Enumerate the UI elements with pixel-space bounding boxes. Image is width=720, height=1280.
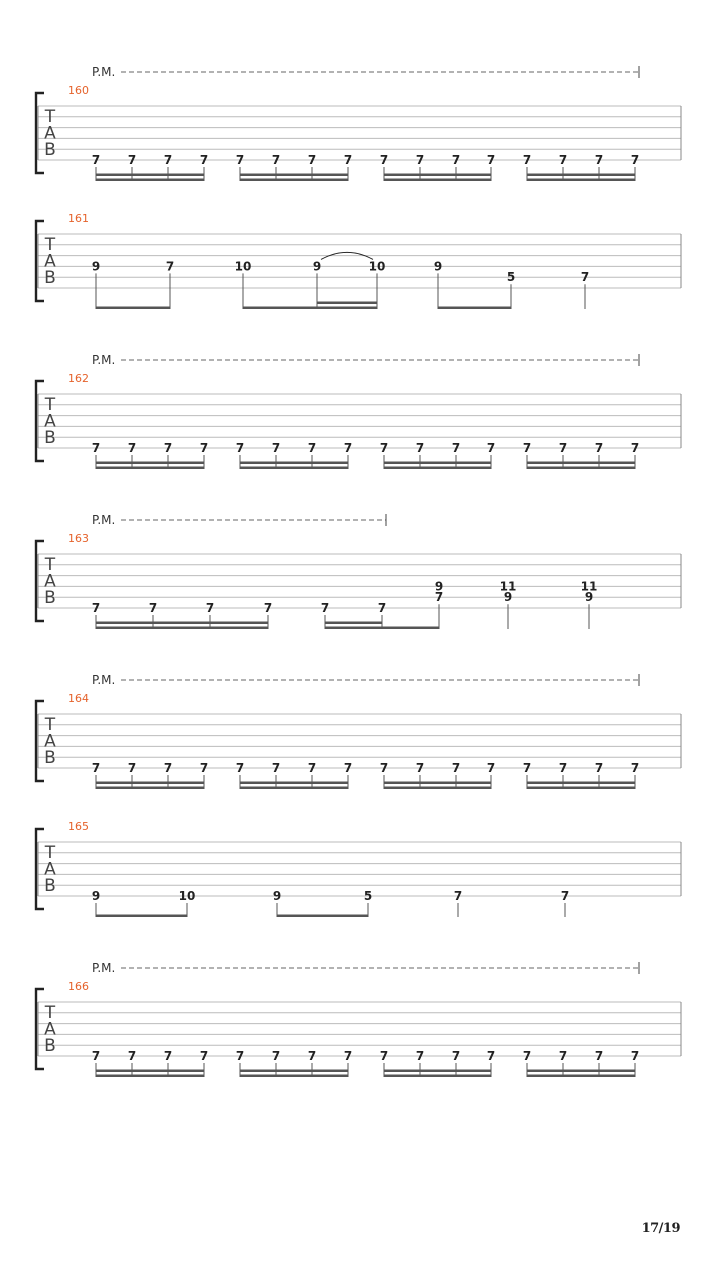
tab-note: 7	[415, 1049, 425, 1063]
tab-note: 7	[307, 761, 317, 775]
tab-note: 7	[235, 153, 245, 167]
beam	[96, 307, 170, 310]
tab-note: 7	[271, 153, 281, 167]
tab-clef-letter-b: B	[44, 588, 56, 608]
tab-system-161	[36, 212, 681, 309]
beam	[240, 1070, 348, 1073]
tab-note: 7	[205, 601, 215, 615]
tab-clef-letter-a: A	[44, 411, 56, 432]
tab-note: 7	[594, 441, 604, 455]
tab-clef-letter-t: T	[44, 107, 56, 127]
tab-clef-letter-b: B	[44, 1036, 56, 1056]
tab-note: 7	[379, 761, 389, 775]
tab-note: 7	[271, 761, 281, 775]
tab-note: 7	[235, 441, 245, 455]
tab-note: 9	[434, 579, 444, 594]
tab-note: 7	[415, 441, 425, 455]
beam	[527, 782, 635, 785]
tab-note: 7	[343, 441, 353, 455]
tab-note: 9	[91, 259, 101, 274]
system-bracket	[36, 541, 44, 621]
tab-note: 9	[433, 259, 443, 274]
beam	[96, 1070, 204, 1073]
beam	[96, 622, 268, 625]
tab-note: 7	[91, 761, 101, 775]
page-number: 17/19	[641, 1221, 680, 1236]
tab-note: 10	[234, 259, 252, 274]
beam	[384, 1070, 491, 1073]
beam	[96, 179, 204, 182]
tab-note: 7	[199, 441, 209, 455]
system-bracket	[36, 93, 44, 173]
tab-note: 7	[434, 590, 444, 605]
tab-clef-letter-b: B	[44, 748, 56, 768]
tab-note: 7	[199, 1049, 209, 1063]
tab-clef-letter-a: A	[44, 571, 56, 592]
tab-note: 7	[235, 761, 245, 775]
tab-note: 7	[558, 441, 568, 455]
tab-note: 7	[558, 761, 568, 775]
system-bracket	[36, 221, 44, 301]
tab-clef-letter-b: B	[44, 876, 56, 896]
beam	[96, 174, 204, 177]
tab-note: 7	[560, 889, 570, 903]
beam	[96, 782, 204, 785]
tab-system-166	[36, 961, 681, 1077]
tab-clef-letter-a: A	[44, 731, 56, 752]
tab-note: 7	[343, 761, 353, 775]
tab-note: 7	[594, 1049, 604, 1063]
tab-note: 7	[91, 601, 101, 615]
tab-clef-letter-t: T	[44, 235, 56, 255]
tab-note: 7	[199, 761, 209, 775]
tab-clef-letter-a: A	[44, 251, 56, 272]
beam	[240, 179, 348, 182]
beam	[384, 1075, 491, 1078]
measure-number: 162	[68, 372, 89, 385]
beam	[527, 787, 635, 790]
beam	[384, 467, 491, 470]
tab-note: 7	[451, 1049, 461, 1063]
beam	[96, 915, 187, 918]
tab-note: 7	[163, 153, 173, 167]
tab-note: 7	[594, 153, 604, 167]
tab-note: 7	[91, 153, 101, 167]
tab-note: 7	[558, 1049, 568, 1063]
tab-clef-letter-b: B	[44, 140, 56, 160]
tab-note: 7	[91, 441, 101, 455]
tab-note: 7	[343, 153, 353, 167]
beam	[527, 1070, 635, 1073]
tab-note: 7	[486, 1049, 496, 1063]
tab-system-160	[36, 65, 681, 181]
system-bracket	[36, 989, 44, 1069]
tab-note: 7	[630, 761, 640, 775]
beam	[96, 627, 268, 630]
tab-note: 7	[451, 441, 461, 455]
tab-note: 10	[178, 889, 196, 903]
beam	[384, 174, 491, 177]
beam	[243, 307, 377, 310]
tab-system-163	[36, 513, 681, 629]
tab-note: 7	[148, 601, 158, 615]
tab-system-165	[36, 820, 681, 917]
tab-note: 7	[307, 153, 317, 167]
tab-note: 7	[235, 1049, 245, 1063]
tab-clef-letter-t: T	[44, 715, 56, 735]
palm-mute-label: P.M.	[92, 65, 116, 79]
system-bracket	[36, 701, 44, 781]
system-bracket	[36, 829, 44, 909]
beam	[325, 627, 439, 630]
beam	[384, 462, 491, 465]
tab-note: 7	[307, 1049, 317, 1063]
measure-number: 165	[68, 820, 89, 833]
tab-clef-letter-b: B	[44, 428, 56, 448]
measure-number: 164	[68, 692, 89, 705]
tab-note: 7	[343, 1049, 353, 1063]
tab-note: 7	[91, 1049, 101, 1063]
tab-note: 7	[415, 153, 425, 167]
tab-note: 7	[486, 761, 496, 775]
tab-system-162	[36, 353, 681, 469]
tab-note: 7	[377, 601, 387, 615]
tab-note: 7	[271, 1049, 281, 1063]
tab-note: 7	[594, 761, 604, 775]
tab-note: 7	[379, 441, 389, 455]
beam	[240, 787, 348, 790]
palm-mute-label: P.M.	[92, 353, 116, 367]
tab-note: 10	[368, 259, 386, 274]
palm-mute-label: P.M.	[92, 673, 116, 687]
measure-number: 163	[68, 532, 89, 545]
tab-note: 7	[558, 153, 568, 167]
tab-note: 7	[453, 889, 463, 903]
tab-note: 7	[630, 441, 640, 455]
tab-note: 11	[580, 579, 598, 594]
beam	[96, 787, 204, 790]
tab-clef-letter-a: A	[44, 859, 56, 880]
tab-note: 7	[163, 1049, 173, 1063]
beam	[384, 787, 491, 790]
beam	[240, 174, 348, 177]
tab-note: 7	[163, 441, 173, 455]
beam	[325, 622, 382, 625]
tab-note: 7	[199, 153, 209, 167]
beam	[96, 467, 204, 470]
beam	[527, 179, 635, 182]
beam	[438, 307, 511, 310]
tab-note: 7	[451, 761, 461, 775]
tab-note: 7	[486, 153, 496, 167]
tab-note: 7	[580, 270, 590, 285]
tab-note: 11	[499, 579, 517, 594]
tab-note: 7	[263, 601, 273, 615]
tab-note: 7	[320, 601, 330, 615]
measure-number: 166	[68, 980, 89, 993]
beam	[96, 1075, 204, 1078]
measure-number: 160	[68, 84, 89, 97]
tab-note: 7	[379, 153, 389, 167]
tab-clef-letter-t: T	[44, 555, 56, 575]
tab-clef-letter-a: A	[44, 1019, 56, 1040]
beam	[240, 1075, 348, 1078]
palm-mute-label: P.M.	[92, 961, 116, 975]
tab-note: 7	[307, 441, 317, 455]
tab-note: 7	[522, 1049, 532, 1063]
tab-note: 7	[522, 441, 532, 455]
palm-mute-label: P.M.	[92, 513, 116, 527]
tab-note: 7	[379, 1049, 389, 1063]
tab-note: 7	[630, 1049, 640, 1063]
tab-note: 5	[363, 889, 373, 903]
tab-note: 7	[522, 761, 532, 775]
beam	[96, 462, 204, 465]
beam	[527, 462, 635, 465]
tab-note: 9	[272, 889, 282, 903]
beam	[317, 302, 377, 305]
beam	[527, 467, 635, 470]
tab-note: 7	[451, 153, 461, 167]
tab-note: 7	[127, 441, 137, 455]
tab-note: 9	[584, 590, 594, 605]
tab-note: 7	[486, 441, 496, 455]
tab-note: 7	[271, 441, 281, 455]
system-bracket	[36, 381, 44, 461]
tab-note: 9	[91, 889, 101, 903]
tab-system-164	[36, 673, 681, 789]
tab-note: 7	[127, 153, 137, 167]
tab-note: 9	[312, 259, 322, 274]
measure-number: 161	[68, 212, 89, 225]
beam	[277, 915, 368, 918]
tab-note: 9	[503, 590, 513, 605]
tab-clef-letter-a: A	[44, 123, 56, 144]
tab-note: 7	[127, 1049, 137, 1063]
tab-note: 7	[127, 761, 137, 775]
tab-note: 7	[163, 761, 173, 775]
beam	[384, 782, 491, 785]
beam	[240, 467, 348, 470]
tab-note: 7	[165, 259, 175, 274]
tab-clef-letter-t: T	[44, 1003, 56, 1023]
tab-note: 7	[630, 153, 640, 167]
tab-clef-letter-b: B	[44, 268, 56, 288]
tab-clef-letter-t: T	[44, 395, 56, 415]
beam	[240, 782, 348, 785]
beam	[384, 179, 491, 182]
beam	[527, 174, 635, 177]
tab-note: 7	[415, 761, 425, 775]
beam	[240, 462, 348, 465]
beam	[527, 1075, 635, 1078]
tab-note: 5	[506, 270, 516, 285]
tab-clef-letter-t: T	[44, 843, 56, 863]
tab-note: 7	[522, 153, 532, 167]
